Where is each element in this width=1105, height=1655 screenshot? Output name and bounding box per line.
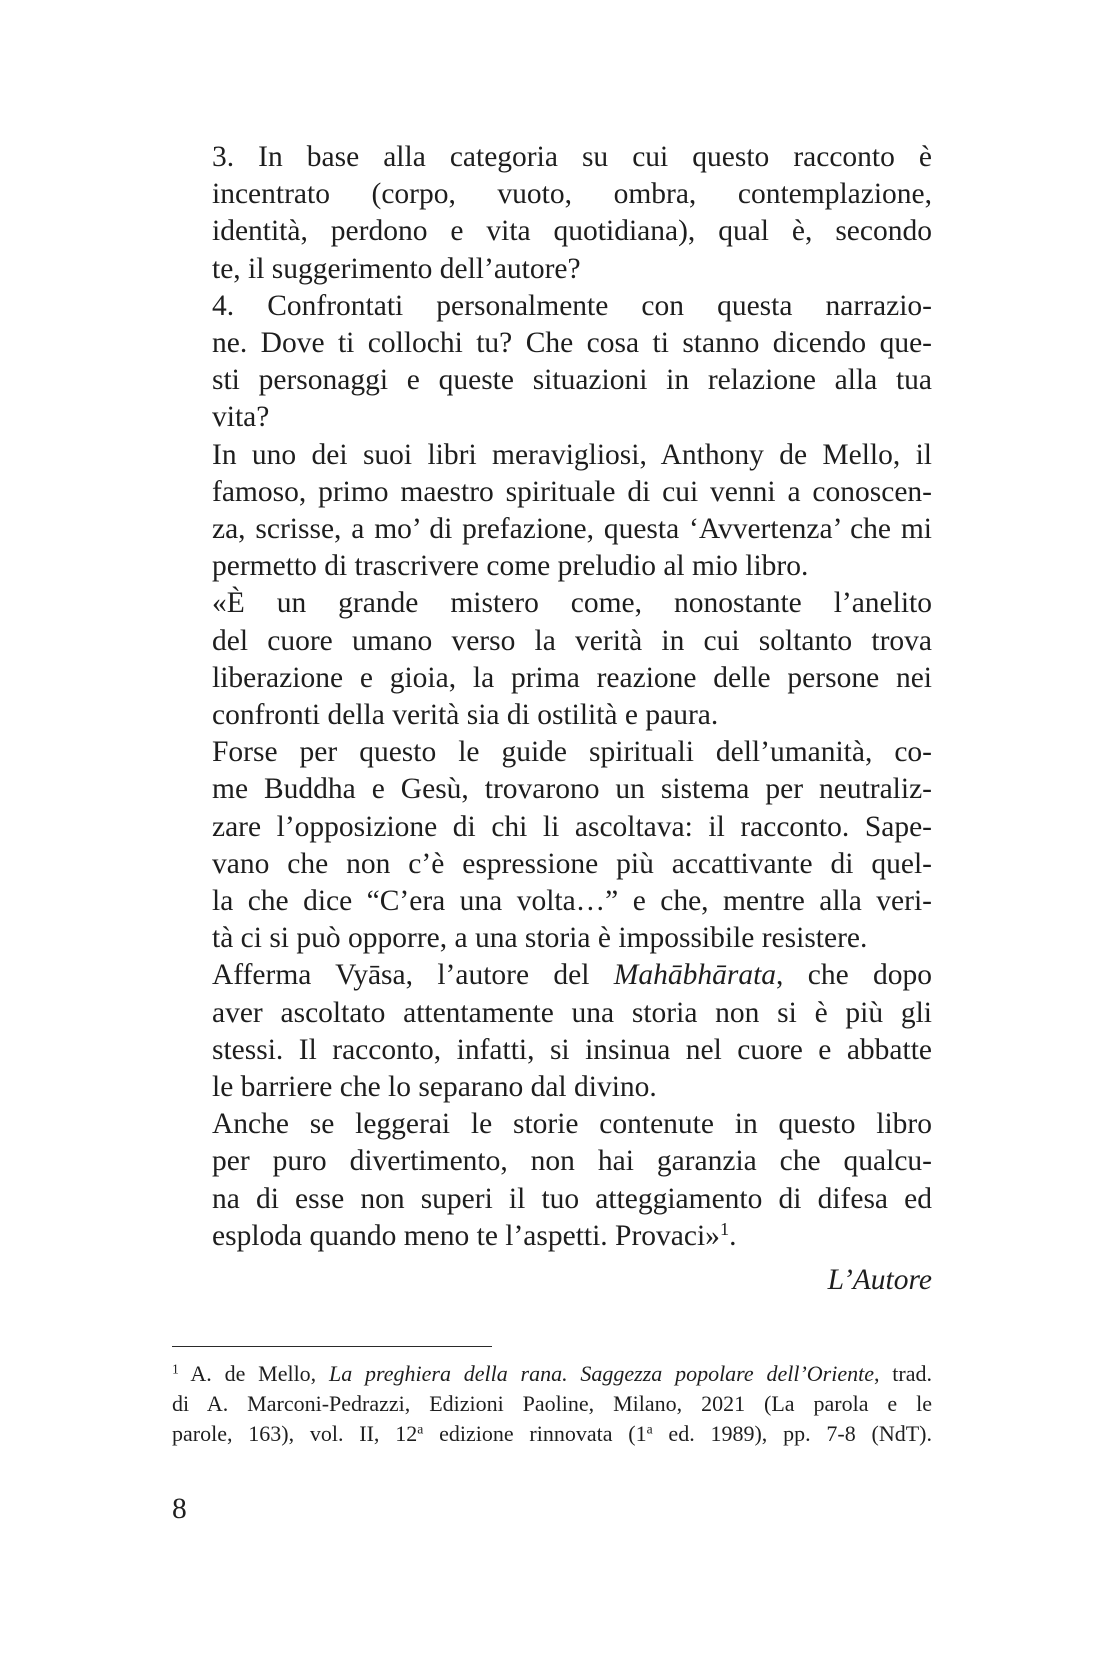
author-signature: L’Autore — [827, 1264, 932, 1296]
text-line: famoso, primo maestro spirituale di cui venni a conoscen- — [212, 475, 932, 508]
text-line: me Buddha e Gesù, trovarono un sistema per neutraliz- — [212, 773, 932, 806]
footnote-reference: 1 — [719, 1218, 730, 1239]
ordinal-marker: a — [646, 1421, 653, 1437]
footnote-divider — [172, 1346, 492, 1347]
text-line — [172, 957, 932, 994]
text-line: tà ci si può opporre, a una storia è impossibile resistere. — [212, 922, 868, 955]
paragraph-question-4 — [172, 288, 932, 437]
text-line: te, il suggerimento dell’autore? — [212, 252, 581, 285]
paragraph-quote-vyasa — [172, 957, 932, 1106]
text-line: incentrato (corpo, vuoto, ombra, contemplazione, — [212, 178, 932, 211]
text-line: Anche se leggerai le storie contenute in questo libro — [212, 1108, 932, 1141]
text-segment: edizione rinnovata (1 — [423, 1421, 647, 1446]
text-line: zare l’opposizione di chi li ascoltava: il racconto. Sape- — [212, 810, 932, 843]
text-line: stessi. Il racconto, infatti, si insinua nel cuore e abbatte — [212, 1033, 932, 1066]
ordinal-marker: a — [417, 1421, 424, 1437]
footnote — [172, 1359, 932, 1449]
text-segment: , che dopo — [776, 959, 933, 992]
text-segment: A. de Mello, — [178, 1361, 329, 1386]
text-segment: ed. 1989), pp. 7-8 (NdT). — [652, 1421, 932, 1446]
text-line: aver ascoltato attentamente una storia non si è più gli — [212, 996, 932, 1029]
text-line: la che dice “C’era una volta…” e che, mentre alla veri- — [212, 885, 932, 918]
paragraph-quote-guides — [172, 734, 932, 957]
text-line — [172, 1218, 932, 1255]
page-number: 8 — [172, 1493, 187, 1525]
text-line: Forse per questo le guide spirituali dell’umanità, co- — [212, 736, 932, 769]
book-title: La preghiera della rana. Saggezza popolare dell’Oriente — [328, 1361, 875, 1386]
text-line: In uno dei suoi libri meravigliosi, Anthony de Mello, il — [212, 438, 932, 471]
text-line: del cuore umano verso la verità in cui soltanto trova — [212, 624, 932, 657]
text-line: permetto di trascrivere come preludio al mio libro. — [212, 550, 809, 583]
text-line: sti personaggi e queste situazioni in relazione alla tua — [212, 364, 932, 397]
footnote-marker: 1 — [172, 1361, 179, 1377]
main-text — [172, 139, 932, 1255]
text-line: za, scrisse, a mo’ di prefazione, questa ‘Avvertenza’ che mi — [212, 513, 932, 546]
text-line: na di esse non superi il tuo atteggiamento di difesa ed — [212, 1182, 932, 1215]
paragraph-de-mello-intro — [172, 437, 932, 586]
text-line: 4. Confrontati personalmente con questa narrazio- — [212, 289, 932, 322]
text-line: vano che non c’è espressione più accattivante di quel- — [212, 847, 932, 880]
text-line: 3. In base alla categoria su cui questo racconto è — [212, 141, 932, 173]
text-segment: . — [729, 1219, 737, 1252]
footnote-line: di A. Marconi-Pedrazzi, Edizioni Paoline, Milano, 2021 (La parola e le — [172, 1391, 932, 1416]
text-segment: esploda quando meno te l’aspetti. Provaci» — [212, 1219, 720, 1252]
paragraph-quote-stories — [172, 1106, 932, 1255]
text-line: «È un grande mistero come, nonostante l’anelito — [212, 587, 932, 620]
book-title: Mahābhārata — [613, 959, 777, 992]
text-line: le barriere che lo separano dal divino. — [212, 1071, 657, 1104]
text-line: liberazione e gioia, la prima reazione delle persone nei — [212, 661, 932, 694]
footnote-line — [172, 1359, 932, 1389]
text-line: confronti della verità sia di ostilità e paura. — [212, 699, 719, 732]
text-line: per puro divertimento, non hai garanzia che qualcu- — [212, 1145, 932, 1178]
footnote-line — [172, 1419, 932, 1449]
text-line: ne. Dove ti collochi tu? Che cosa ti stanno dicendo que- — [212, 327, 932, 360]
text-segment: Afferma Vyāsa, l’autore del — [212, 959, 614, 992]
text-line: vita? — [212, 401, 270, 434]
paragraph-question-3 — [172, 139, 932, 288]
text-segment: parole, 163), vol. II, 12 — [172, 1421, 418, 1446]
text-line: identità, perdono e vita quotidiana), qual è, secondo — [212, 215, 932, 248]
text-segment: , trad. — [874, 1361, 933, 1386]
paragraph-quote-mystery — [172, 585, 932, 734]
